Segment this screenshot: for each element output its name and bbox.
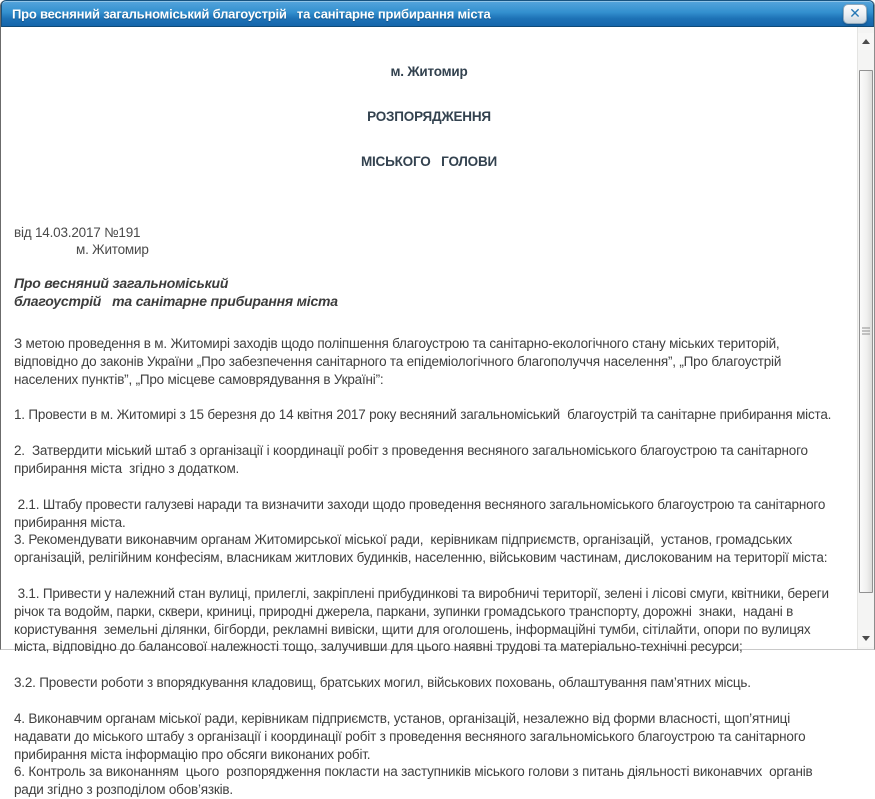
dialog-titlebar[interactable] bbox=[1, 0, 874, 27]
paragraph-block bbox=[14, 335, 844, 388]
scroll-down-button[interactable] bbox=[858, 630, 874, 647]
scroll-up-button[interactable] bbox=[858, 33, 874, 50]
dialog-title: Про весняний загальноміський благоустрій та санітарне прибирання міста bbox=[12, 6, 491, 21]
arrow-down-icon bbox=[862, 636, 870, 641]
arrow-up-icon bbox=[862, 39, 870, 44]
paragraph: 1. Провести в м. Житомирі з 15 березня до 14 квітня 2017 року весняний загальноміський благоустрій та санітарне прибирання міста. bbox=[14, 407, 832, 423]
scrollbar-thumb[interactable] bbox=[859, 70, 873, 593]
paragraph-block bbox=[14, 442, 844, 478]
paragraph: З метою проведення в м. Житомирі заходів щодо поліпшення благоустрою та санітарно-екологічного стану міських територій, відповідно до законів України „Про забезпечення санітарного та епідеміологічного благополуччя населення”, „Про благоустрій населених пунктів”, „Про місцеве самоврядування в Україні”: bbox=[14, 336, 785, 387]
paragraph-block bbox=[14, 496, 844, 567]
heading-city-line: м. Житомир bbox=[390, 64, 468, 79]
document-place: м. Житомир bbox=[76, 242, 149, 257]
document-paragraphs bbox=[14, 335, 844, 799]
scrollbar-grip-icon bbox=[862, 327, 870, 336]
document-subject bbox=[14, 275, 844, 310]
subject-line-1: Про весняний загальноміський bbox=[14, 275, 229, 291]
close-button[interactable] bbox=[843, 4, 867, 24]
paragraph-block bbox=[14, 406, 844, 424]
heading-type-line: РОЗПОРЯДЖЕННЯ bbox=[367, 109, 491, 124]
paragraph-block bbox=[14, 674, 844, 692]
paragraph: 3.1. Привести у належний стан вулиці, прилеглі, закріплені прибудинкові та виробничі території, зелені і лісові смуги, квітники, береги річок та водойм, парки, сквери, криниці, природні джерела, паркани, зупинки громадського транспорту, дорожні знаки, надані в користування земельні ділянки, бігборди, рекламні вивіски, щити для оголошень, інформаційні тумби, сітілайти, опори по вулицях міста, відповідно до балансової належності тощо, залучивши для цього наявні трудові та матеріально-технічні ресурси; bbox=[14, 585, 833, 655]
paragraph-block bbox=[14, 710, 844, 799]
paragraph: 3. Рекомендувати виконавчим органам Житомирської міської ради, керівникам підприємств, організацій, установ, громадських організацій, релігійним конфесіям, власникам житлових будинків, населенню, військовим частинам, дислокованим на території міста: bbox=[14, 532, 828, 566]
subject-line-2: благоустрій та санітарне прибирання міста bbox=[14, 292, 338, 309]
scrollbar-track[interactable] bbox=[858, 50, 874, 630]
paragraph: 2.1. Штабу провести галузеві наради та визначити заходи щодо проведення весняного загальноміського благоустрою та санітарного прибирання міста. bbox=[14, 496, 829, 530]
paragraph: 6. Контроль за виконанням цього розпорядження покласти на заступників міського голови з питань діяльності виконавчих органів ради згідно з розподілом обов’язків. bbox=[14, 764, 817, 798]
paragraph-block bbox=[14, 585, 844, 656]
document-date-number: від 14.03.2017 №191 bbox=[14, 225, 141, 240]
paragraph: 3.2. Провести роботи з впорядкування кладовищ, братських могил, військових поховань, облаштування пам’ятних місць. bbox=[14, 675, 751, 691]
paragraph: 4. Виконавчим органам міської ради, керівникам підприємств, установ, організацій, незалежно від форми власності, щоп’ятниці надавати до міського штабу з організації і координації робіт з проведення весняного загальноміського благоустрою та санітарного прибирання міста інформацію про обсяги виконаних робіт. bbox=[14, 710, 810, 762]
document-heading bbox=[14, 34, 844, 199]
document-viewport bbox=[1, 27, 874, 798]
paragraph: 2. Затвердити міський штаб з організації і координації робіт з проведення весняного загальноміського благоустрою та санітарного прибирання міста згідно з додатком. bbox=[14, 443, 812, 476]
document-content bbox=[1, 27, 857, 798]
heading-author-line: МІСЬКОГО ГОЛОВИ bbox=[360, 154, 498, 169]
vertical-scrollbar[interactable] bbox=[857, 27, 874, 649]
close-icon: ✕ bbox=[849, 6, 861, 22]
